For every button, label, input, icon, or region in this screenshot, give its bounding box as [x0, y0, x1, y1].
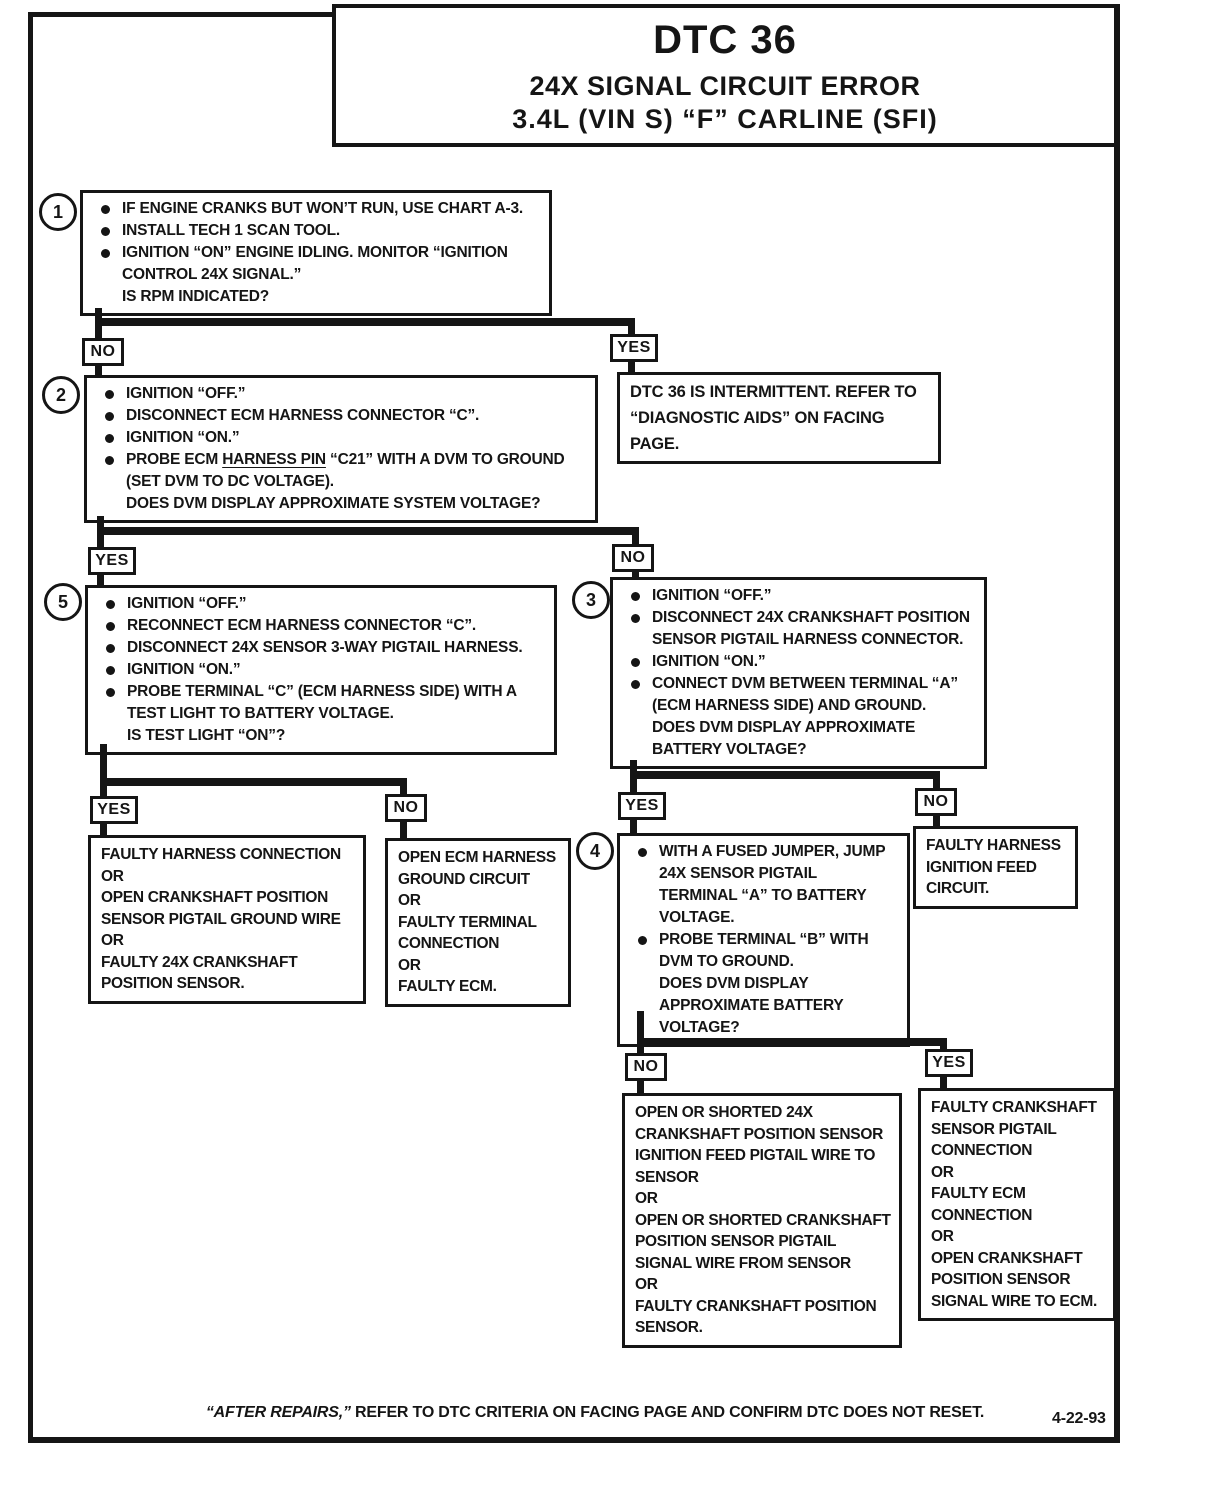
bullet-icon	[106, 688, 115, 697]
decision-label-no-2: NO	[612, 544, 654, 572]
decision-label-no-5: NO	[625, 1053, 667, 1081]
text-line: POSITION SENSOR	[931, 1271, 1071, 1288]
result-intermittent-box	[617, 372, 941, 464]
decision-label-yes-3: YES	[90, 796, 138, 824]
text-line: OR	[398, 892, 421, 909]
instruction-text: IGNITION “ON.”	[127, 661, 241, 678]
title-box	[332, 4, 1118, 147]
instruction-bullet-item	[93, 242, 541, 286]
instruction-text	[126, 449, 587, 493]
text-line: CONNECTION	[931, 1142, 1033, 1159]
instruction-text: CONNECT DVM BETWEEN TERMINAL “A” (ECM HARNESS SIDE) AND GROUND.	[652, 675, 958, 714]
step-2-box	[84, 375, 598, 523]
instruction-bullet-item	[97, 383, 587, 405]
text-line: “DIAGNOSTIC AIDS” ON FACING PAGE.	[630, 409, 885, 453]
instruction-text: INSTALL TECH 1 SCAN TOOL.	[122, 222, 341, 239]
text-line: FAULTY 24X CRANKSHAFT	[101, 953, 298, 971]
footer-note-italic: “AFTER REPAIRS,”	[205, 1404, 351, 1421]
instruction-bullet-item	[93, 198, 541, 220]
text-line: OR	[931, 1163, 954, 1181]
connector-line	[100, 744, 107, 780]
step-1-box	[80, 190, 552, 316]
instruction-bullet-item	[630, 841, 899, 929]
question-text: IS TEST LIGHT “ON”?	[127, 727, 286, 744]
footer-note-text: REFER TO DTC CRITERIA ON FACING PAGE AND CONFIRM DTC DOES NOT RESET.	[350, 1404, 985, 1421]
step-4-box	[617, 833, 910, 1047]
bullet-icon	[105, 412, 114, 421]
text-line: SENSOR	[635, 1168, 699, 1186]
instruction-text: WITH A FUSED JUMPER, JUMP 24X SENSOR PIGTAIL TERMINAL “A” TO BATTERY VOLTAGE.	[659, 843, 886, 926]
instruction-bullet-item	[623, 585, 976, 607]
bullet-icon	[638, 936, 647, 945]
step-5-number: 5	[44, 583, 82, 621]
instruction-bullet-item	[98, 681, 546, 725]
instruction-bullet-item	[93, 220, 541, 242]
connector-line	[97, 527, 639, 535]
page-border-bottom	[28, 1437, 1120, 1443]
text-line: OPEN ECM HARNESS	[398, 849, 556, 866]
text-line: OR	[635, 1276, 658, 1293]
probe-text-post: “C21” WITH A DVM TO GROUND (SET DVM TO DC VOLTAGE).	[126, 451, 565, 490]
question-text: DOES DVM DISPLAY APPROXIMATE BATTERY VOLTAGE?	[659, 975, 844, 1036]
step-2-number: 2	[42, 376, 80, 414]
text-line: FAULTY HARNESS CONNECTION	[101, 846, 341, 863]
text-line: DTC 36 IS INTERMITTENT. REFER TO	[630, 383, 917, 401]
decision-label-no-4: NO	[915, 788, 957, 816]
bullet-icon	[106, 600, 115, 609]
instruction-bullet-item	[98, 593, 546, 615]
bullet-icon	[105, 434, 114, 443]
text-line: FAULTY CRANKSHAFT	[931, 1099, 1097, 1116]
text-line: CIRCUIT.	[926, 880, 990, 897]
connector-line	[630, 771, 940, 779]
result-ignition-feed-box	[913, 826, 1078, 909]
text-line: POSITION SENSOR PIGTAIL	[635, 1233, 837, 1250]
text-line: IGNITION FEED	[926, 858, 1037, 876]
footer-note	[170, 1404, 1020, 1422]
instruction-text: IGNITION “ON” ENGINE IDLING. MONITOR “IGNITION CONTROL 24X SIGNAL.”	[122, 244, 508, 283]
instruction-bullet-item	[97, 449, 587, 493]
page-border-left	[28, 12, 33, 1442]
step-4-number: 4	[576, 832, 614, 870]
bullet-icon	[105, 456, 114, 465]
text-line: SENSOR.	[635, 1319, 703, 1336]
step-3-number: 3	[572, 581, 610, 619]
chart-subtitle: 24X SIGNAL CIRCUIT ERROR	[529, 71, 921, 101]
page-border-top	[28, 12, 332, 17]
result-harness-ground-box	[88, 835, 366, 1004]
instruction-text: IGNITION “OFF.”	[127, 595, 247, 612]
bullet-icon	[638, 848, 647, 857]
result-ecm-ground-box	[385, 838, 571, 1007]
text-line: POSITION SENSOR.	[101, 975, 245, 992]
text-line: OR	[101, 932, 124, 949]
instruction-bullet-item	[98, 615, 546, 637]
text-line: CONNECTION	[931, 1206, 1033, 1224]
decision-label-yes-5: YES	[925, 1049, 973, 1077]
question-text: IS RPM INDICATED?	[122, 288, 270, 305]
question-text: DOES DVM DISPLAY APPROXIMATE BATTERY VOLTAGE?	[652, 719, 916, 758]
bullet-icon	[101, 205, 110, 214]
text-line: GROUND CIRCUIT	[398, 870, 530, 888]
text-line: SENSOR PIGTAIL GROUND WIRE	[101, 910, 341, 928]
instruction-bullet-item	[630, 929, 899, 973]
text-line: OR	[398, 956, 421, 974]
text-line: SENSOR PIGTAIL	[931, 1120, 1057, 1138]
decision-label-no-1: NO	[82, 338, 124, 366]
carline-subtitle: 3.4L (VIN S) “F” CARLINE (SFI)	[512, 104, 938, 134]
decision-label-yes-2: YES	[88, 547, 136, 575]
instruction-text: DISCONNECT 24X SENSOR 3-WAY PIGTAIL HARNESS.	[127, 639, 523, 656]
probe-text-underlined: HARNESS PIN	[222, 451, 326, 468]
decision-label-yes-4: YES	[618, 792, 666, 820]
bullet-icon	[631, 658, 640, 667]
bullet-icon	[106, 622, 115, 631]
instruction-bullet-item	[623, 673, 976, 717]
footer-date: 4-22-93	[1052, 1410, 1106, 1427]
text-line: OPEN CRANKSHAFT	[931, 1249, 1083, 1267]
question-text: DOES DVM DISPLAY APPROXIMATE SYSTEM VOLTAGE?	[126, 495, 541, 512]
connector-line	[100, 778, 407, 786]
dtc-title: DTC 36	[653, 18, 797, 62]
connector-line	[637, 1038, 947, 1046]
bullet-icon	[106, 666, 115, 675]
instruction-text: DISCONNECT 24X CRANKSHAFT POSITION SENSOR PIGTAIL HARNESS CONNECTOR.	[652, 609, 970, 648]
text-line: OPEN OR SHORTED CRANKSHAFT	[635, 1211, 891, 1229]
instruction-bullet-item	[98, 659, 546, 681]
text-line: OR	[635, 1190, 658, 1207]
result-pigtail-wires-box	[622, 1093, 902, 1348]
text-line: FAULTY CRANKSHAFT POSITION	[635, 1297, 877, 1315]
text-line: FAULTY ECM.	[398, 978, 497, 995]
text-line: SIGNAL WIRE TO ECM.	[931, 1292, 1097, 1310]
bullet-icon	[631, 614, 640, 623]
instruction-text: PROBE TERMINAL “C” (ECM HARNESS SIDE) WITH A TEST LIGHT TO BATTERY VOLTAGE.	[127, 683, 517, 722]
instruction-text: IGNITION “OFF.”	[652, 587, 772, 604]
decision-label-yes-1: YES	[610, 334, 658, 362]
instruction-text: IF ENGINE CRANKS BUT WON’T RUN, USE CHART A-3.	[122, 200, 523, 217]
step-1-number: 1	[39, 193, 77, 231]
text-line: OR	[931, 1228, 954, 1245]
text-line: OPEN OR SHORTED 24X	[635, 1104, 813, 1121]
instruction-text: RECONNECT ECM HARNESS CONNECTOR “C”.	[127, 617, 477, 634]
bullet-icon	[106, 644, 115, 653]
connector-line	[95, 318, 635, 326]
instruction-bullet-item	[97, 427, 587, 449]
probe-text-pre: PROBE ECM	[126, 451, 223, 468]
bullet-icon	[101, 249, 110, 258]
bullet-icon	[101, 227, 110, 236]
instruction-bullet-item	[98, 637, 546, 659]
instruction-text: IGNITION “ON.”	[652, 653, 766, 670]
instruction-text: IGNITION “ON.”	[126, 429, 240, 446]
text-line: FAULTY TERMINAL	[398, 913, 537, 931]
result-signal-wire-box	[918, 1088, 1116, 1321]
instruction-text: DISCONNECT ECM HARNESS CONNECTOR “C”.	[126, 407, 480, 424]
text-line: CONNECTION	[398, 935, 500, 952]
bullet-icon	[631, 592, 640, 601]
step-5-box	[85, 585, 557, 755]
instruction-text: PROBE TERMINAL “B” WITH DVM TO GROUND.	[659, 931, 869, 970]
instruction-bullet-item	[97, 405, 587, 427]
text-line: CRANKSHAFT POSITION SENSOR	[635, 1125, 883, 1143]
text-line: SIGNAL WIRE FROM SENSOR	[635, 1254, 851, 1272]
decision-label-no-3: NO	[385, 794, 427, 822]
text-line: FAULTY ECM	[931, 1185, 1026, 1202]
text-line: IGNITION FEED PIGTAIL WIRE TO	[635, 1147, 876, 1164]
step-3-box	[610, 577, 987, 769]
instruction-bullet-item	[623, 651, 976, 673]
instruction-text: IGNITION “OFF.”	[126, 385, 246, 402]
bullet-icon	[105, 390, 114, 399]
text-line: OPEN CRANKSHAFT POSITION	[101, 889, 329, 906]
text-line: FAULTY HARNESS	[926, 837, 1061, 854]
instruction-bullet-item	[623, 607, 976, 651]
text-line: OR	[101, 867, 124, 885]
bullet-icon	[631, 680, 640, 689]
